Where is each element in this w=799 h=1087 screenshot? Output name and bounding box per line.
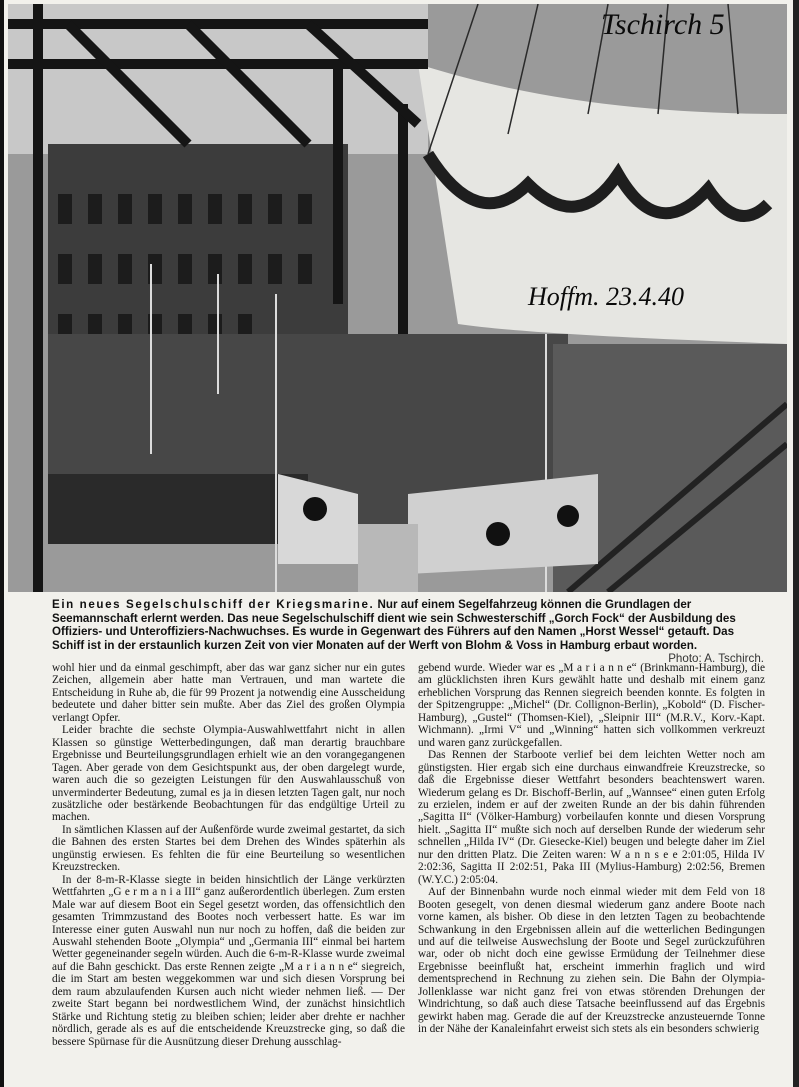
photo-caption [52,598,764,666]
photo-credit: Photo: A. Tschirch. [668,652,764,666]
article-column-left [52,662,405,1048]
handwritten-note-middle: Hoffm. 23.4.40 [528,282,684,311]
paragraph: Das Rennen der Starboote verlief bei dem leichten Wetter noch am günstigsten. Hier ergab sich eine durchaus einwandfreie Kreuzstrecke, so daß die Ergebnisse dieser Wettfahrt besonders beachtenswert waren. Wiederum gelang es Dr. Bischoff-Berlin, auf „Wannsee“ einen guten Erfolg zu erzielen, indem er auf der zweiten Runde an der bis dahin führenden „Sagitta II“ (Völker-Hamburg) vorbeilaufen konnte und diesen Vorsprung hielt. „Sagitta II“ mußte sich noch auf derselben Runde der wiederum sehr schnellen „Hilda IV“ (Dr. Giesecke-Kiel) beugen und belegte daher im Ziel nur den dritten Platz. Die Zeiten waren: W a n n s e e 2:01:05, Hilda IV 2:02:36, Sagitta II 2:02:51, Paka III (Mylius-Hamburg) 2:02:56, Bremen (W.Y.C.) 2:05:04. [418,749,765,886]
paragraph: Leider brachte die sechste Olympia-Auswahlwettfahrt nicht in allen Klassen so günstige Wetterbedingungen, daß man derartig brauchbare Ergebnisse und Beurteilungsgrundlagen erhielt wie an den vorangegangenen Tagen. Aber gerade von dem Gesichtspunkt aus, der oben dargelegt wurde, waren auch die so gezeigten Leistungen für den Auswahlausschuß von unverminderter Bedeutung, zumal es ja in diesen letzten Tagen galt, nur noch zusätzliche oder bestärkende Beobachtungen für das endgültige Urteil zu machen. [52,724,405,824]
scan-edge-right [793,0,799,1087]
ship-launch-photo [8,4,787,592]
paragraph: In der 8-m-R-Klasse siegte in beiden hinsichtlich der Länge verkürzten Wettfahrten „G e r m a n i a III“ ganz außerordentlich überlegen. Zum ersten Male war auf diesem Boot ein Segel gesetzt worden, das offensichtlich den gesamten Trimmzustand des Bootes noch verbessert hatte. Es war im Interesse einer guten Auswahl nun nur noch zu hoffen, daß die beiden zur Auswahl stehenden Boote „Olympia“ und „Germania III“ einmal bei hartem Wetter gegeneinander segeln würden. Auch die 6-m-R-Klasse wurde zweimal auf die Bahn geschickt. Das erste Rennen zeigte „M a r i a n n e“ siegreich, die im Start am besten weggekommen war und sich diesen Vorsprung bei dem raum abzulaufenden Kursen auch nicht wieder nehmen ließ. — Der zweite Start begann bei nordwestlichem Wind, der zunächst hinsichtlich Stärke und Richtung stetig zu bleiben schien; leider aber drehte er nachher nördlich, gerade als es auf die entscheidende Kreuzstrecke ging, so daß die bessere Spürnase für die Ausnützung dieser Drehung ausschlag- [52,873,405,1048]
paragraph: gebend wurde. Wieder war es „M a r i a n n e“ (Brinkmann-Hamburg), die am glücklichsten ihren Kurs gewählt hatte und deshalb mit einem ganz erheblichen Vorsprung das Rennen siegreich beenden konnte. Es folgten in der Spitzengruppe: „Michel“ (Dr. Collignon-Berlin), „Kobold“ (D. Fischer-Hamburg), „Gustel“ (Thomsen-Kiel), „Sleipnir III“ (M.R.V., Korv.-Kapt. Wichmann). „Irmi V“ und „Winning“ hatten sich vollkommen verkreuzt und waren ganz zurückgefallen. [418,662,765,749]
paragraph: wohl hier und da einmal geschimpft, aber das war ganz sicher nur ein gutes Zeichen, allgemein aber hatte man Vertrauen, und man wartete die Entscheidung in Ruhe ab, die für 99 Prozent ja notwendig eine Ausscheidung bedeutete und daher bitter sein mußte. Aber das Ziel des großen Olympia verlangt Opfer. [52,662,405,724]
paragraph: Auf der Binnenbahn wurde noch einmal wieder mit dem Feld von 18 Booten gesegelt, von denen diesmal wiederum ganz andere Boote nach vorne kamen, als bisher. Ob diese in den letzten Tagen zu beobachtende Schwankung in den Ergebnissen allein auf die wetterlichen Bedingungen und auf die teilweise Auswechslung der Boote und Segel zurückzuführen war, oder ob nicht doch eine gewisse Ermüdung der Teilnehmer diese Ergebnisse beeinflußt hat, erscheint immerhin fraglich und wird dementsprechend in Rechnung zu ziehen sein. Die Bahn der Olympia-Jollenklasse war nicht ganz frei von etwas störenden Drehungen der Windrichtung, so daß auch diese Tatsache beeinflussend auf das Ergebnis gewirkt haben mag. Gerade die auf der Kreuzstrecke anzusteuernde Tonne in der Nähe der Kanaleinfahrt erweist sich stets als ein besonders schwierig [418,886,765,1036]
scan-edge-left [0,0,4,1087]
caption-text: Nur auf einem Segelfahrzeug können die Grundlagen der Seemannschaft erlernt werden. Das neue Segelschulschiff dient wie sein Schwesterschiff „Gorch Fock“ der Ausbildung des Offiziers- und Unteroffiziers-Nachwuchses. Es wurde in Gegenwart des Führers auf den Namen „Horst Wessel“ getauft. Das Schiff ist in der erstaunlich kurzen Zeit von vier Monaten auf der Werft von Blohm & Voss in Hamburg erbaut worden. [52,598,736,652]
paragraph: In sämtlichen Klassen auf der Außenförde wurde zweimal gestartet, da sich die Bahnen des ersten Startes bei dem Drehen des Windes späterhin als ungünstig erwiesen. Es fehlten die für eine Beurteilung so wesentlichen Kreuzstrecken. [52,823,405,874]
handwritten-note-top: Tschirch 5 [601,8,725,41]
caption-lead: Ein neues Segelschulschiff der Kriegsmarine. [52,598,375,611]
article-column-right [418,662,765,1036]
